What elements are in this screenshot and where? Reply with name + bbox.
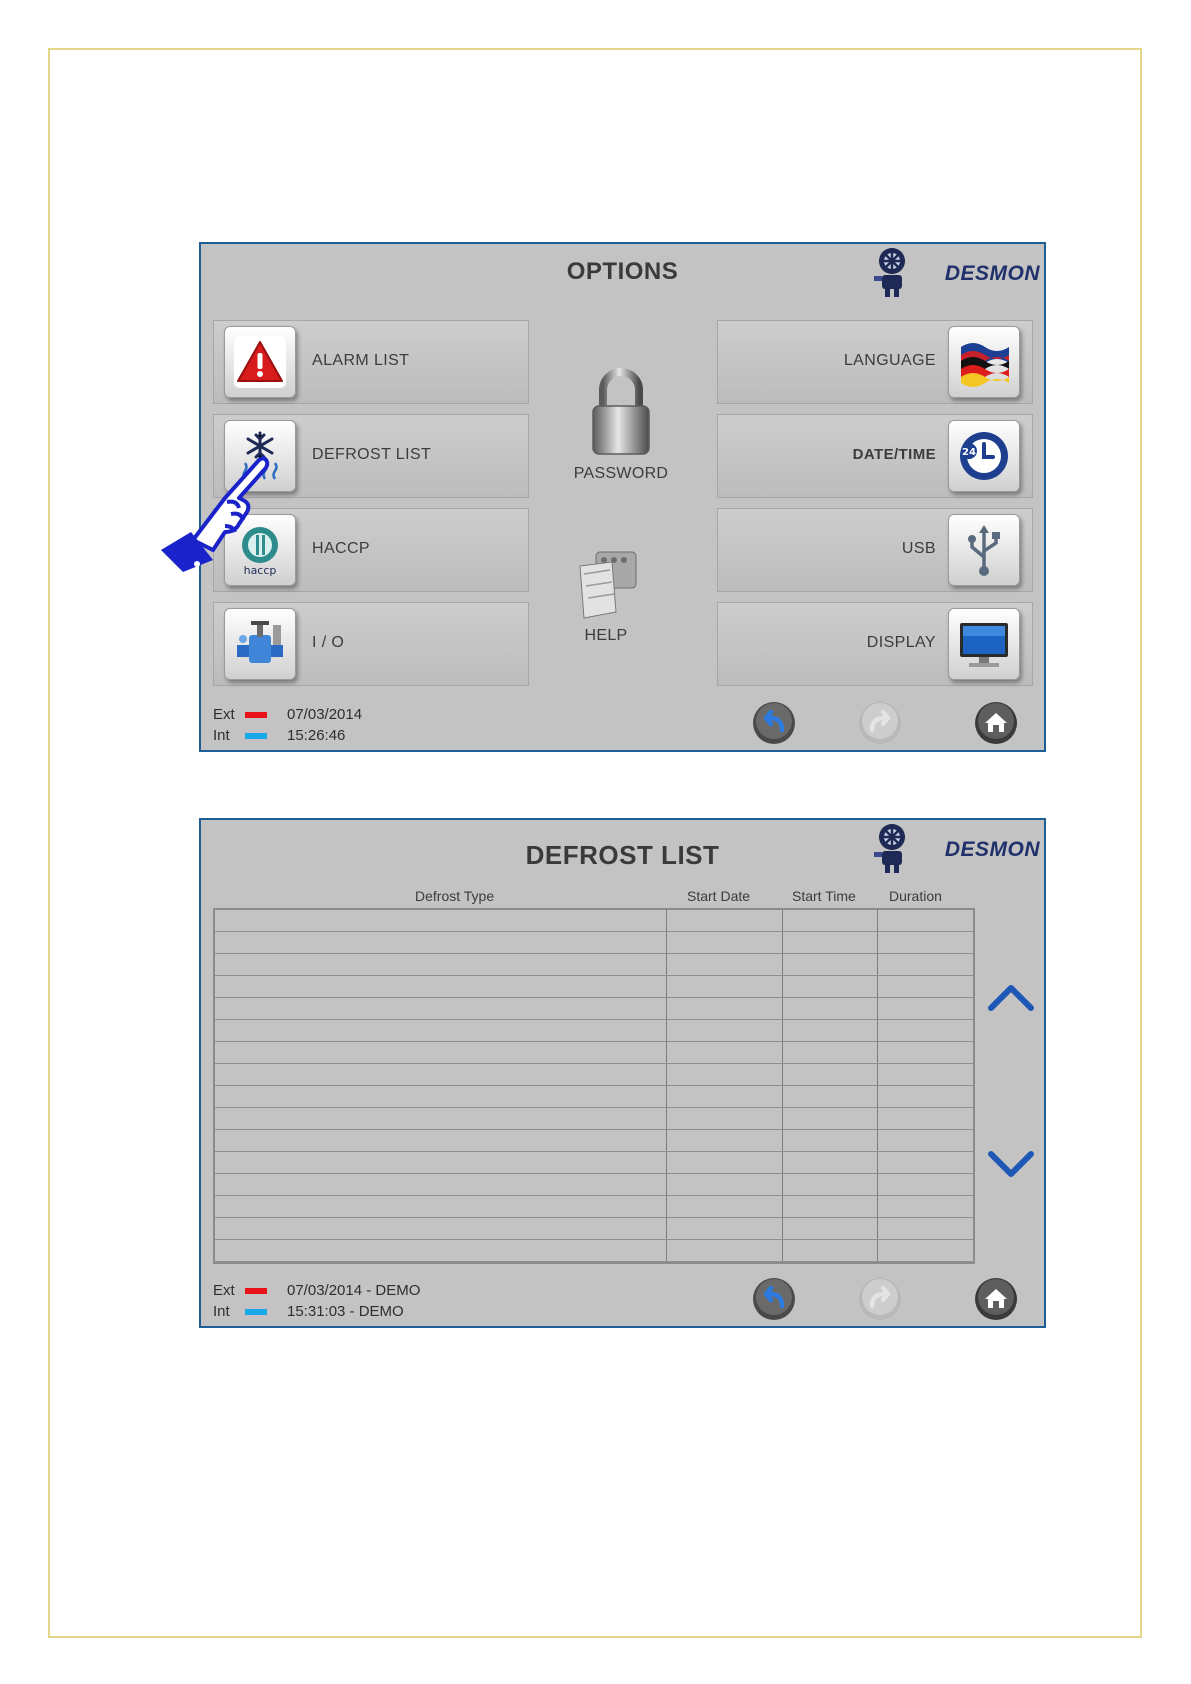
int-label: Int xyxy=(213,727,230,744)
int-color-swatch xyxy=(245,1309,267,1315)
table-row xyxy=(215,910,973,932)
monitor-icon xyxy=(948,608,1020,680)
pointing-hand-icon xyxy=(155,454,273,572)
home-button[interactable] xyxy=(973,700,1019,746)
clock-24-icon xyxy=(948,420,1020,492)
clock-24-text: 24 xyxy=(962,447,976,458)
flag-icon xyxy=(948,326,1020,398)
alarm-list-button[interactable] xyxy=(213,320,529,404)
home-icon xyxy=(973,700,1019,746)
col-header-defrost-type: Defrost Type xyxy=(415,888,495,904)
brand-name: DESMON xyxy=(944,262,1040,285)
options-screen xyxy=(199,242,1046,752)
scroll-up-button[interactable] xyxy=(987,980,1035,1016)
usb-label: USB xyxy=(901,540,936,557)
table-row xyxy=(215,1064,973,1086)
defrost-table xyxy=(213,908,975,1264)
date-time-button[interactable] xyxy=(717,414,1033,498)
chevron-up-icon xyxy=(987,980,1035,1016)
table-row xyxy=(215,1152,973,1174)
forward-arrow-icon xyxy=(857,700,903,746)
ext-label: Ext xyxy=(213,706,235,723)
status-date: 07/03/2014 - DEMO xyxy=(287,1282,421,1299)
mascot-icon xyxy=(870,822,914,876)
back-button[interactable] xyxy=(751,700,797,746)
chevron-down-icon xyxy=(987,1146,1035,1182)
int-label: Int xyxy=(213,1303,230,1320)
desmon-logo xyxy=(870,822,1040,878)
table-row xyxy=(215,1218,973,1240)
help-book-icon xyxy=(566,548,646,622)
back-arrow-icon xyxy=(751,1276,797,1322)
io-label: I / O xyxy=(312,634,345,651)
defrost-title: DEFROST LIST xyxy=(525,840,720,870)
scroll-down-button[interactable] xyxy=(987,1146,1035,1182)
table-row xyxy=(215,976,973,998)
table-row xyxy=(215,1020,973,1042)
ext-label: Ext xyxy=(213,1282,235,1299)
forward-arrow-icon xyxy=(857,1276,903,1322)
status-time: 15:26:46 xyxy=(287,727,346,744)
date-time-label: DATE/TIME xyxy=(852,446,936,463)
back-arrow-icon xyxy=(751,700,797,746)
password-label: PASSWORD xyxy=(573,465,669,482)
home-button[interactable] xyxy=(973,1276,1019,1322)
ext-color-swatch xyxy=(245,712,267,718)
col-header-start-time: Start Time xyxy=(792,888,856,904)
col-header-start-date: Start Date xyxy=(687,888,751,904)
back-button[interactable] xyxy=(751,1276,797,1322)
mascot-icon xyxy=(870,246,914,300)
ext-color-swatch xyxy=(245,1288,267,1294)
usb-button[interactable] xyxy=(717,508,1033,592)
alarm-warning-icon xyxy=(224,326,296,398)
haccp-icon-text: haccp xyxy=(243,564,277,577)
table-row xyxy=(215,1240,973,1262)
display-button[interactable] xyxy=(717,602,1033,686)
status-time: 15:31:03 - DEMO xyxy=(287,1303,404,1320)
table-row xyxy=(215,1196,973,1218)
usb-icon xyxy=(948,514,1020,586)
status-date: 07/03/2014 xyxy=(287,706,363,723)
language-button[interactable] xyxy=(717,320,1033,404)
help-button[interactable] xyxy=(556,548,656,645)
table-row xyxy=(215,1086,973,1108)
padlock-icon xyxy=(581,364,661,460)
table-row xyxy=(215,932,973,954)
haccp-label: HACCP xyxy=(312,540,371,557)
table-row xyxy=(215,1130,973,1152)
defrost-list-screen xyxy=(199,818,1046,1328)
int-color-swatch xyxy=(245,733,267,739)
forward-button[interactable] xyxy=(857,1276,903,1322)
desmon-logo xyxy=(870,246,1040,302)
table-row xyxy=(215,1042,973,1064)
alarm-list-label: ALARM LIST xyxy=(312,352,410,369)
defrost-list-label: DEFROST LIST xyxy=(312,446,432,463)
password-button[interactable] xyxy=(566,364,676,483)
table-row xyxy=(215,1108,973,1130)
forward-button[interactable] xyxy=(857,700,903,746)
io-button[interactable] xyxy=(213,602,529,686)
io-valve-icon xyxy=(224,608,296,680)
table-row xyxy=(215,998,973,1020)
table-row xyxy=(215,1174,973,1196)
col-header-duration: Duration xyxy=(889,888,942,904)
brand-name: DESMON xyxy=(944,838,1040,861)
language-label: LANGUAGE xyxy=(843,352,936,369)
table-row xyxy=(215,954,973,976)
display-label: DISPLAY xyxy=(866,634,936,651)
home-icon xyxy=(973,1276,1019,1322)
options-title: OPTIONS xyxy=(566,258,679,285)
help-label: HELP xyxy=(584,627,628,644)
